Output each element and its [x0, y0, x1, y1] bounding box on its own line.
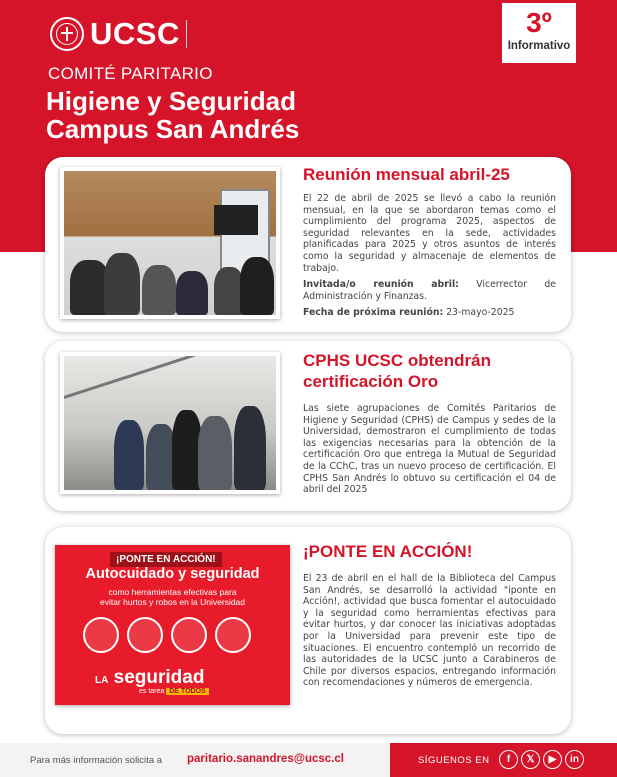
poster-tagline	[139, 688, 209, 695]
article-card-action	[45, 527, 571, 734]
campaign-poster	[55, 545, 290, 705]
poster-brand-prefix: LA	[95, 675, 109, 686]
photo-people	[64, 390, 276, 491]
linkedin-icon[interactable]: in	[565, 750, 584, 769]
footer-contact	[0, 743, 390, 777]
guest-line	[303, 279, 556, 302]
article-body: Las siete agrupaciones de Comités Paritarios de Higiene y Seguridad (CPHS) de Campus y sedes de la Universidad, demostraron el cumplimiento de todas las exigencias necesarias para la obtención de la certificación Oro que entrega la Mutual de Seguridad de la CChC, tras un nuevo proceso de certificación. El CPHS San Andrés lo obtuvo su certificación el 04 de abril del 2025	[303, 403, 556, 496]
poster-banner: ¡PONTE EN ACCIÓN!	[110, 552, 222, 567]
certification-photo	[60, 352, 280, 494]
university-seal-icon	[50, 17, 84, 51]
footer	[0, 743, 617, 777]
page-title-line1: Higiene y Seguridad	[46, 86, 296, 116]
car-icon	[215, 617, 251, 653]
article-title: CPHS UCSC obtendrán certificación Oro	[303, 351, 491, 391]
youtube-icon[interactable]: ▶	[543, 750, 562, 769]
committee-label: COMITÉ PARITARIO	[48, 64, 213, 83]
poster-brand	[95, 667, 204, 689]
person-icon	[83, 617, 119, 653]
guest-label: Invitada/o reunión abril:	[303, 279, 459, 291]
facebook-icon[interactable]: f	[499, 750, 518, 769]
issue-number: 3º	[526, 7, 552, 38]
guest-value: Vicerrector de Administración y Finanzas.	[303, 279, 556, 302]
phone-icon	[171, 617, 207, 653]
poster-subtitle-line2: evitar hurtos y robos en la Universidad	[99, 597, 246, 607]
poster-title: Autocuidado y seguridad	[85, 566, 260, 582]
meeting-photo	[60, 167, 280, 319]
article-title: Reunión mensual abril-25	[303, 165, 510, 184]
footer-social	[390, 743, 617, 777]
article-title: ¡PONTE EN ACCIÓN!	[303, 542, 473, 561]
article-body: El 23 de abril en el hall de la Biblioteca del Campus San Andrés, se desarrolló la actividad "iponte en Acción!, actividad que busca fomentar el autocuidado y la seguridad como herramientas efectivas para evitar hurtos, y dar conocer las iniciativas adoptadas por la Universidad para prevenir este tipo de situaciones. El encuentro contempló un recorrido de las autoridades de la UCSC junto a Carabineros de Chile por diversos espacios, entregando información con recomendaciones y números de emergencia.	[303, 573, 556, 689]
issue-badge	[501, 2, 577, 64]
footer-info-label: Para más información solicita a	[30, 755, 162, 766]
page-title-line2: Campus San Andrés	[46, 114, 300, 144]
poster-tag-highlight: DE TODOS	[166, 688, 208, 695]
article-card-meeting	[45, 157, 571, 332]
x-icon[interactable]: 𝕏	[521, 750, 540, 769]
article-paragraph: El 22 de abril de 2025 se llevó a cabo la reunión mensual, en la que se abordaron temas como el cumplimiento del programa 2025, aspectos de seguridad relevantes en la sede, actividades planificadas para 2025 y otros asuntos de interés como la seguridad y almacenaje de elementos de trabajo.	[303, 193, 556, 274]
poster-brand-word: seguridad	[113, 667, 205, 688]
backpack-icon	[127, 617, 163, 653]
poster-subtitle	[55, 587, 290, 607]
next-meeting-label: Fecha de próxima reunión:	[303, 307, 444, 319]
follow-label: SÍGUENOS EN	[418, 755, 490, 766]
poster-subtitle-line1: como herramientas efectivas para	[108, 587, 237, 597]
article-body	[303, 193, 556, 324]
contact-email-link[interactable]: paritario.sanandres@ucsc.cl	[187, 753, 344, 765]
poster-tag-text: es tarea	[139, 688, 165, 695]
article-card-certification	[45, 341, 571, 511]
photo-people	[64, 229, 276, 315]
next-meeting-line	[303, 307, 556, 319]
issue-label: Informativo	[507, 40, 571, 52]
ucsc-logo	[50, 16, 187, 52]
logo-text: UCSC	[90, 16, 180, 51]
logo-divider	[186, 20, 187, 48]
next-meeting-value: 23-mayo-2025	[446, 307, 515, 319]
page-title	[46, 87, 299, 143]
